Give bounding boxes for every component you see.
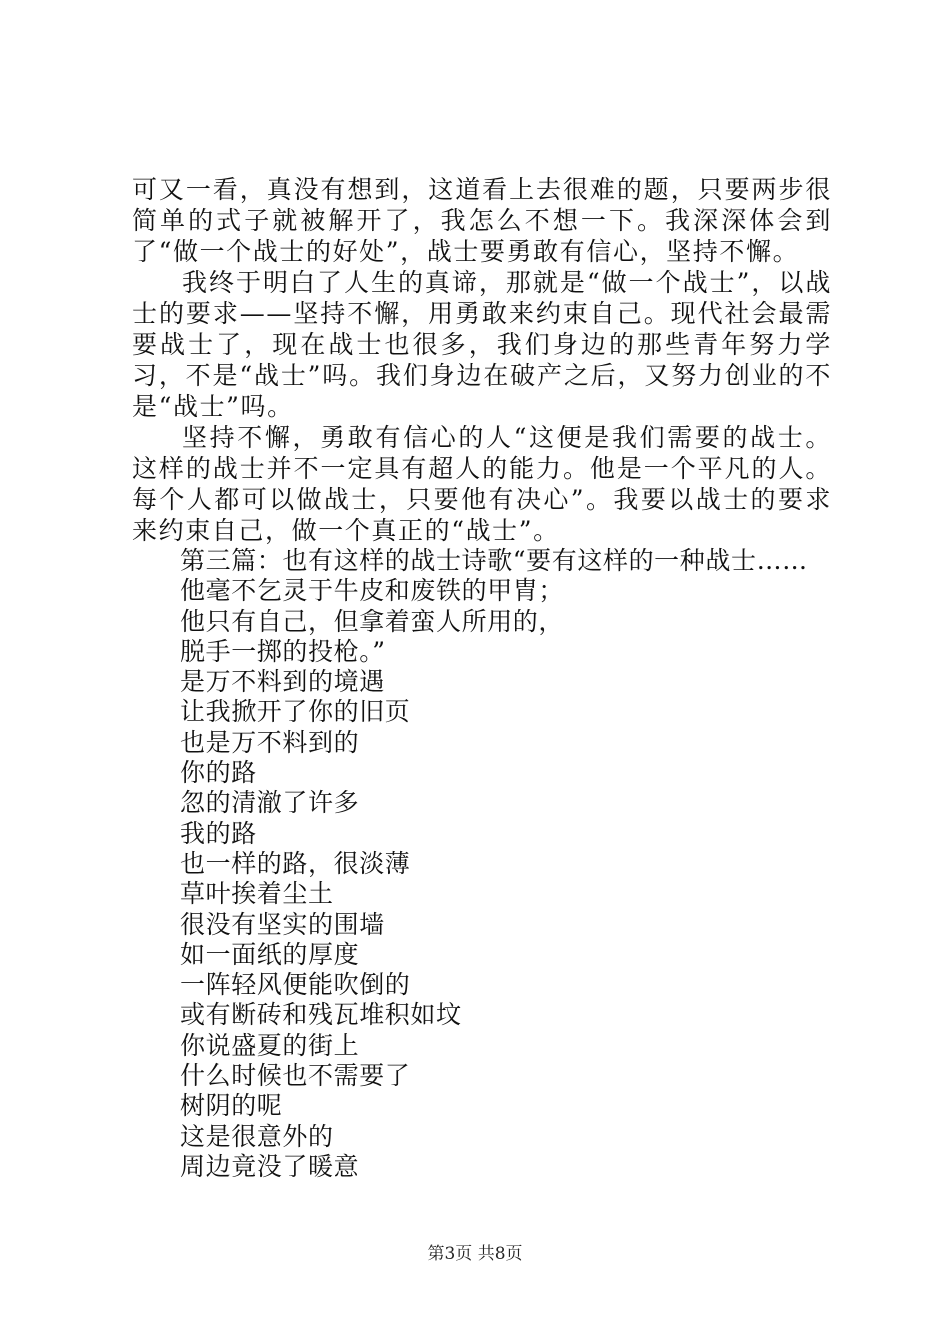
poem-line: 他毫不乞灵于牛皮和废铁的甲胄； [180,576,565,606]
poem-line: 如一面纸的厚度 [180,939,360,969]
poem-line: 是万不料到的境遇 [180,667,385,697]
poem-line: 很没有坚实的围墙 [180,909,385,939]
paragraph-2: 我终于明白了人生的真谛，那就是“做一个战士”，以战士的要求——坚持不懈，用勇敢来约束自己。现代社会最需要战士了，现在战士也很多，我们身边的那些青年努力学习，不是“战士”吗。我们身边在破产之后，又努力创业的不是“战士”吗。 [132,268,832,421]
poem-line: 也是万不料到的 [180,727,360,757]
document-body [132,174,832,1182]
poem-line: 脱手一掷的投枪。” [180,636,386,666]
poem-line: 什么时候也不需要了 [180,1061,411,1091]
poem-line: 让我掀开了你的旧页 [180,697,411,727]
page-footer: 第3页 共8页 [427,1244,523,1264]
poem-line: 一阵轻风便能吹倒的 [180,970,411,1000]
poem-line: 他只有自己，但拿着蛮人所用的， [180,606,565,636]
poem-line: 或有断砖和残瓦堆积如坟 [180,1000,462,1030]
poem-section [132,546,832,1182]
poem-line: 周边竟没了暖意 [180,1151,360,1181]
poem-line: 也一样的路，很淡薄 [180,848,411,878]
poem-line: 你的路 [180,758,257,788]
poem-line: 你说盛夏的街上 [180,1030,360,1060]
poem-line: 这是很意外的 [180,1121,334,1151]
poem-line: 树阴的呢 [180,1091,283,1121]
paragraph-1: 可又一看，真没有想到，这道看上去很难的题，只要两步很简单的式子就被解开了，我怎么不想一下。我深深体会到了“做一个战士的好处”，战士要勇敢有信心，坚持不懈。 [132,175,832,266]
poem-line: 第三篇：也有这样的战士诗歌“要有这样的一种战士…… [180,546,808,575]
poem-line: 草叶挨着尘土 [180,879,334,909]
paragraph-3: 坚持不懈，勇敢有信心的人“这便是我们需要的战士。这样的战士并不一定具有超人的能力。他是一个平凡的人。每个人都可以做战士，只要他有决心”。我要以战士的要求来约束自己，做一个真正的“战士”。 [132,423,832,545]
poem-line: 忽的清澈了许多 [180,788,360,818]
poem-line: 我的路 [180,818,257,848]
